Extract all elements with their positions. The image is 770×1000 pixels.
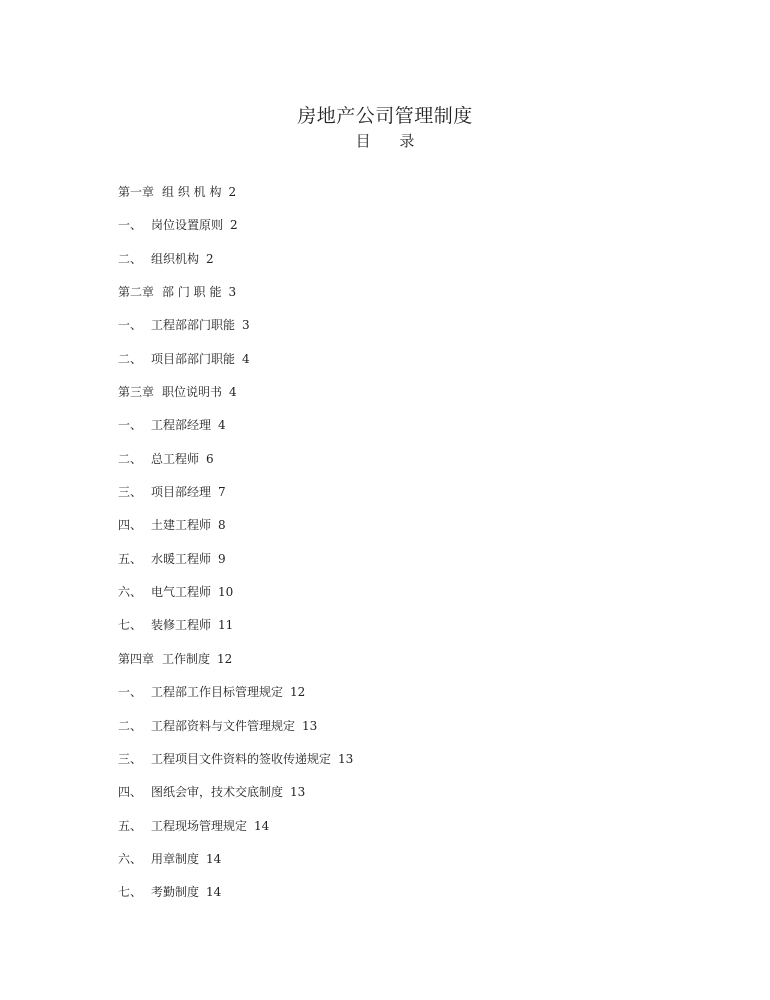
toc-section-entry[interactable] [118,780,678,813]
toc-section-entry[interactable] [118,547,678,580]
toc-entry-label: 电气工程师 [151,585,212,600]
toc-entry-label: 用章制度 [151,851,200,866]
toc-section-entry[interactable] [118,313,678,346]
toc-entry-number: 四、 [118,785,143,800]
toc-entry-number: 二、 [118,251,143,266]
toc-entry-page-number: 10 [218,585,234,600]
toc-entry-page-number: 14 [206,851,222,866]
toc-entry-label: 工作制度 [162,651,211,666]
toc-entry-page-number: 2 [228,185,237,199]
toc-chapter-entry[interactable] [118,180,678,213]
toc-entry-label: 部 门 职 能 [162,285,222,300]
toc-entry-number: 第一章 [118,185,155,199]
toc-section-entry[interactable] [118,747,678,780]
toc-entry-label: 工程部资料与文件管理规定 [151,718,296,733]
toc-entry-page-number: 13 [302,718,318,733]
toc-section-entry[interactable] [118,413,678,446]
toc-entry-number: 第二章 [118,285,155,300]
toc-entry-label: 工程部部门职能 [151,318,236,333]
toc-entry-number: 一、 [118,318,143,333]
toc-section-entry[interactable] [118,513,678,546]
toc-entry-label: 岗位设置原则 [151,218,224,233]
toc-entry-label: 图纸会审，技术交底制度 [151,785,284,800]
toc-entry-number: 七、 [118,618,143,633]
toc-entry-page-number: 2 [230,218,238,233]
toc-entry-number: 六、 [118,851,143,866]
toc-section-entry[interactable] [118,847,678,880]
toc-entry-page-number: 11 [218,618,234,633]
toc-entry-label: 工程部工作目标管理规定 [151,685,284,700]
toc-entry-label: 职位说明书 [162,385,223,400]
toc-entry-label: 土建工程师 [151,518,212,533]
toc-entry-number: 一、 [118,218,143,233]
toc-section-entry[interactable] [118,680,678,713]
toc-heading: 目 录 [355,132,427,150]
toc-entry-label: 总工程师 [151,451,200,466]
toc-entry-page-number: 14 [254,818,270,833]
toc-entry-label: 组织机构 [151,251,200,266]
toc-entry-label: 工程现场管理规定 [151,818,248,833]
toc-entry-number: 第三章 [118,385,155,400]
toc-entry-label: 工程项目文件资料的签收传递规定 [151,751,332,766]
toc-entry-number: 五、 [118,551,143,566]
toc-chapter-entry[interactable] [118,280,678,313]
toc-section-entry[interactable] [118,880,678,913]
toc-section-entry[interactable] [118,247,678,280]
toc-entry-label: 水暖工程师 [151,551,212,566]
toc-entry-number: 三、 [118,485,143,500]
toc-entry-page-number: 13 [338,751,354,766]
toc-entry-label: 项目部部门职能 [151,351,236,366]
toc-entry-label: 组 织 机 构 [162,185,222,199]
toc-entry-page-number: 13 [290,785,306,800]
toc-section-entry[interactable] [118,480,678,513]
toc-entry-number: 一、 [118,418,143,433]
toc-entry-page-number: 7 [218,485,226,500]
toc-entry-label: 工程部经理 [151,418,212,433]
toc-entry-page-number: 6 [206,451,214,466]
document-title: 房地产公司管理制度 [297,104,473,127]
toc-section-entry[interactable] [118,347,678,380]
toc-entry-page-number: 14 [206,885,222,900]
toc-entry-label: 装修工程师 [151,618,212,633]
toc-entry-label: 考勤制度 [151,885,200,900]
toc-chapter-entry[interactable] [118,380,678,413]
toc-entry-page-number: 8 [218,518,226,533]
toc-entry-page-number: 9 [218,551,226,566]
toc-chapter-entry[interactable] [118,647,678,680]
toc-entry-page-number: 2 [206,251,214,266]
toc-entry-number: 六、 [118,585,143,600]
toc-entry-number: 二、 [118,351,143,366]
toc-entry-number: 第四章 [118,651,155,666]
toc-section-entry[interactable] [118,613,678,646]
toc-entry-page-number: 12 [217,651,233,666]
toc-entry-page-number: 3 [228,285,237,300]
table-of-contents [118,180,678,914]
toc-entry-number: 五、 [118,818,143,833]
toc-entry-number: 七、 [118,885,143,900]
toc-entry-label: 项目部经理 [151,485,212,500]
toc-entry-page-number: 4 [229,385,237,400]
toc-section-entry[interactable] [118,580,678,613]
toc-section-entry[interactable] [118,714,678,747]
toc-entry-number: 二、 [118,451,143,466]
toc-entry-page-number: 3 [242,318,250,333]
toc-entry-page-number: 4 [242,351,250,366]
toc-entry-number: 二、 [118,718,143,733]
toc-entry-number: 三、 [118,751,143,766]
toc-section-entry[interactable] [118,447,678,480]
toc-section-entry[interactable] [118,213,678,246]
toc-entry-page-number: 12 [290,685,306,700]
toc-entry-number: 一、 [118,685,143,700]
toc-entry-page-number: 4 [218,418,226,433]
toc-entry-number: 四、 [118,518,143,533]
toc-section-entry[interactable] [118,814,678,847]
